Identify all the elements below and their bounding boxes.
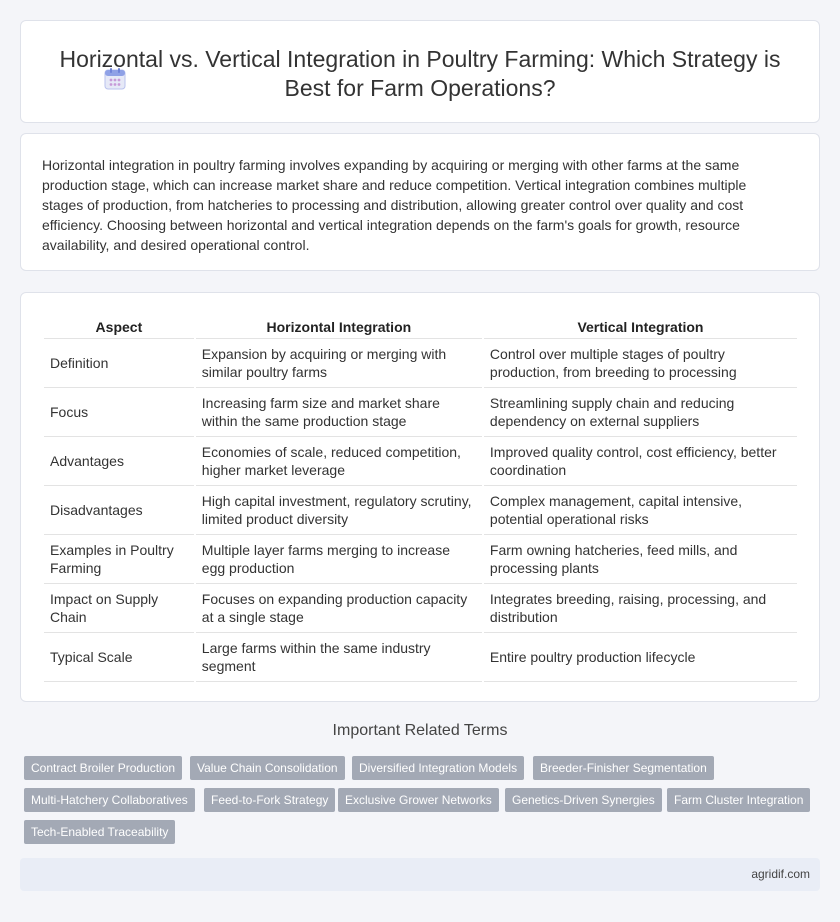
column-header-vertical: Vertical Integration — [484, 316, 797, 339]
intro-card — [20, 133, 820, 271]
aspect-cell: Focus — [44, 388, 194, 437]
aspect-cell: Disadvantages — [44, 486, 194, 535]
horizontal-cell: Focuses on expanding production capacity at a single stage — [196, 584, 482, 633]
comparison-table — [42, 316, 799, 682]
horizontal-cell: Large farms within the same industry segment — [196, 633, 482, 682]
related-term-tag[interactable]: Breeder-Finisher Segmentation — [533, 756, 714, 780]
footer-site-link[interactable]: agridif.com — [751, 867, 810, 881]
table-row — [44, 633, 797, 682]
related-terms-heading: Important Related Terms — [332, 722, 508, 739]
table-row — [44, 339, 797, 388]
vertical-cell: Farm owning hatcheries, feed mills, and processing plants — [484, 535, 797, 584]
table-row — [44, 388, 797, 437]
intro-paragraph: Horizontal integration in poultry farming involves expanding by acquiring or merging with other farms at the same production stage, which can increase market share and reduce competition. Vertical integration combines multiple stages of production, from hatcheries to processing and distribution, allowing greater control over quality and cost efficiency. Choosing between horizontal and vertical integration depends on the farm's goals for growth, resource availability, and desired operational control. — [42, 157, 747, 253]
aspect-cell: Impact on Supply Chain — [44, 584, 194, 633]
footer — [20, 858, 820, 891]
related-term-tag[interactable]: Multi-Hatchery Collaboratives — [24, 788, 195, 812]
horizontal-cell: Increasing farm size and market share within the same production stage — [196, 388, 482, 437]
aspect-cell: Definition — [44, 339, 194, 388]
related-term-tag[interactable]: Feed-to-Fork Strategy — [204, 788, 335, 812]
vertical-cell: Streamlining supply chain and reducing dependency on external suppliers — [484, 388, 797, 437]
comparison-card — [20, 292, 820, 702]
horizontal-cell: High capital investment, regulatory scrutiny, limited product diversity — [196, 486, 482, 535]
horizontal-cell: Expansion by acquiring or merging with similar poultry farms — [196, 339, 482, 388]
related-term-tag[interactable]: Farm Cluster Integration — [667, 788, 810, 812]
related-term-tag[interactable]: Genetics-Driven Synergies — [505, 788, 662, 812]
table-row — [44, 584, 797, 633]
aspect-cell: Typical Scale — [44, 633, 194, 682]
table-row — [44, 535, 797, 584]
related-term-tag[interactable]: Contract Broiler Production — [24, 756, 182, 780]
related-term-tag[interactable]: Tech-Enabled Traceability — [24, 820, 175, 844]
related-term-tag[interactable]: Value Chain Consolidation — [190, 756, 345, 780]
related-term-tag[interactable]: Exclusive Grower Networks — [338, 788, 499, 812]
vertical-cell: Improved quality control, cost efficiency, better coordination — [484, 437, 797, 486]
vertical-cell: Control over multiple stages of poultry production, from breeding to processing — [484, 339, 797, 388]
horizontal-cell: Multiple layer farms merging to increase egg production — [196, 535, 482, 584]
column-header-horizontal: Horizontal Integration — [196, 316, 482, 339]
vertical-cell: Complex management, capital intensive, potential operational risks — [484, 486, 797, 535]
page-title: Horizontal vs. Vertical Integration in Poultry Farming: Which Strategy is Best for Farm Operations? — [59, 46, 781, 101]
horizontal-cell: Economies of scale, reduced competition, higher market leverage — [196, 437, 482, 486]
vertical-cell: Integrates breeding, raising, processing, and distribution — [484, 584, 797, 633]
related-term-tag[interactable]: Diversified Integration Models — [352, 756, 524, 780]
column-header-aspect: Aspect — [44, 316, 194, 339]
title-card — [20, 20, 820, 123]
aspect-cell: Examples in Poultry Farming — [44, 535, 194, 584]
vertical-cell: Entire poultry production lifecycle — [484, 633, 797, 682]
aspect-cell: Advantages — [44, 437, 194, 486]
table-header-row — [44, 316, 797, 339]
table-row — [44, 437, 797, 486]
table-row — [44, 486, 797, 535]
